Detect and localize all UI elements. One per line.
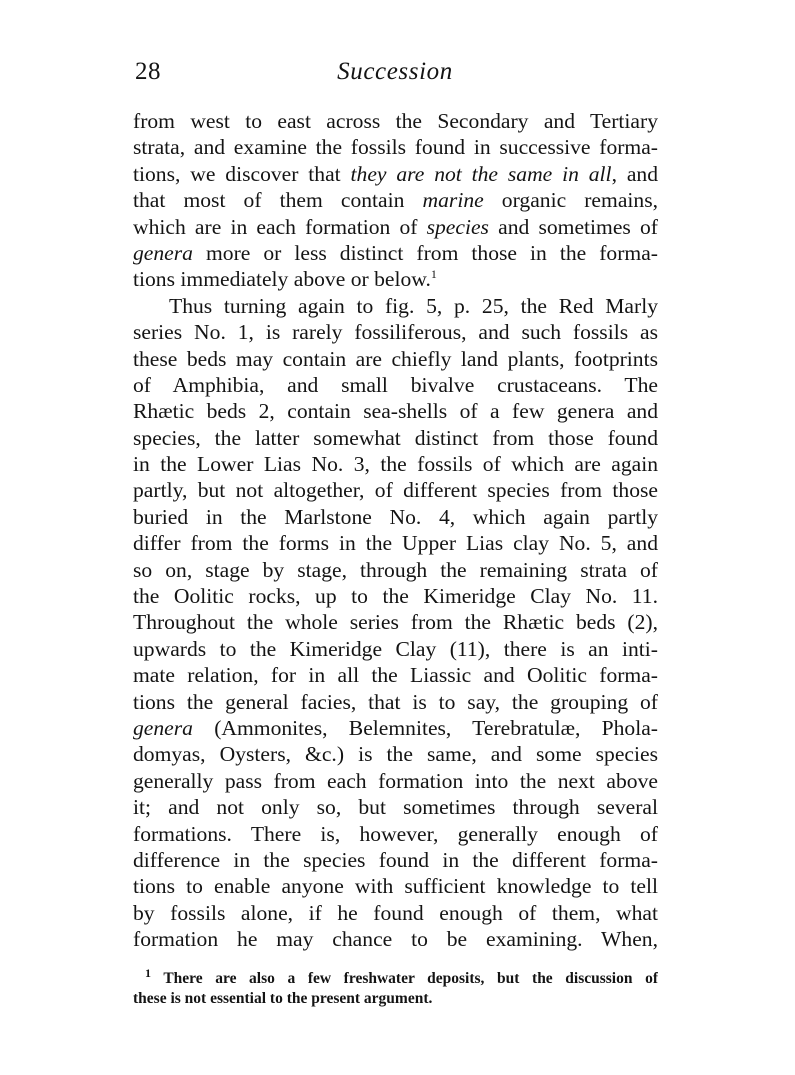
- text-line: [133, 821, 658, 847]
- text-run: There are also a few freshwater deposits, but the discussion of: [151, 970, 658, 987]
- text-run: more or less distinct from those in the forma-: [192, 240, 658, 265]
- text-line: [133, 477, 658, 503]
- footnote-line: [133, 969, 658, 989]
- italic-text: genera: [133, 240, 193, 265]
- text-line: [133, 794, 658, 820]
- text-line: [133, 926, 658, 952]
- page-number: 28: [135, 58, 161, 85]
- footnotes: [133, 969, 658, 1008]
- running-head: Succession: [337, 58, 453, 85]
- text-run: formation he may chance to be examining. When,: [133, 927, 658, 952]
- text-line: [133, 134, 658, 160]
- text-run: the Oolitic rocks, up to the Kimeridge Clay No. 11.: [133, 584, 658, 609]
- footnote-marker: 1: [145, 969, 151, 980]
- text-line: [133, 266, 658, 292]
- text-line: [133, 636, 658, 662]
- text-line: [133, 847, 658, 873]
- text-line: [133, 319, 658, 345]
- text-run: domyas, Oysters, &c.) is the same, and some species: [133, 742, 658, 767]
- text-run: of Amphibia, and small bivalve crustaceans. The: [133, 372, 658, 397]
- text-run: generally pass from each formation into the next above: [133, 768, 658, 793]
- body-text: [133, 108, 658, 953]
- text-run: and sometimes of: [488, 214, 658, 239]
- text-run: species, the latter somewhat distinct from those found: [133, 425, 658, 450]
- text-run: mate relation, for in all the Liassic and Oolitic forma-: [133, 663, 658, 688]
- text-line: [133, 372, 658, 398]
- text-line: [133, 108, 658, 134]
- text-line: [133, 662, 658, 688]
- text-line: [133, 214, 658, 240]
- text-run: Thus turning again to fig. 5, p. 25, the Red Marly: [169, 293, 658, 318]
- text-run: partly, but not altogether, of different species from those: [133, 478, 658, 503]
- text-run: which are in each formation of: [133, 214, 427, 239]
- footnote-line: [133, 989, 658, 1009]
- text-run: Rhætic beds 2, contain sea-shells of a few genera and: [133, 399, 658, 424]
- text-run: buried in the Marlstone No. 4, which again partly: [133, 504, 658, 529]
- text-line: [133, 557, 658, 583]
- text-run: strata, and examine the fossils found in successive forma-: [133, 135, 658, 160]
- page-header: [135, 58, 655, 92]
- text-line: [133, 293, 658, 319]
- italic-text: they are not the same in all: [350, 161, 612, 186]
- text-line: [133, 689, 658, 715]
- text-run: differ from the forms in the Upper Lias clay No. 5, and: [133, 531, 658, 556]
- text-line: [133, 346, 658, 372]
- text-line: [133, 873, 658, 899]
- footnote-marker: 1: [430, 267, 437, 282]
- text-line: [133, 530, 658, 556]
- text-run: tions immediately above or below.: [133, 267, 431, 292]
- text-line: [133, 425, 658, 451]
- italic-text: species: [426, 214, 489, 239]
- text-run: organic remains,: [483, 188, 658, 213]
- text-line: [133, 161, 658, 187]
- text-line: [133, 900, 658, 926]
- text-run: in the Lower Lias No. 3, the fossils of which are again: [133, 452, 658, 477]
- text-run: these beds may contain are chiefly land plants, footprints: [133, 346, 658, 371]
- italic-text: marine: [422, 188, 484, 213]
- text-line: [133, 398, 658, 424]
- text-run: tions, we discover that: [133, 161, 351, 186]
- text-line: [133, 715, 658, 741]
- text-run: Throughout the whole series from the Rhætic beds (2),: [133, 610, 658, 635]
- text-line: [133, 741, 658, 767]
- italic-text: genera: [133, 715, 193, 740]
- text-run: upwards to the Kimeridge Clay (11), there is an inti-: [133, 636, 658, 661]
- text-line: [133, 451, 658, 477]
- text-line: [133, 768, 658, 794]
- text-run: (Ammonites, Belemnites, Terebratulæ, Phola-: [192, 715, 658, 740]
- text-line: [133, 583, 658, 609]
- text-run: it; and not only so, but sometimes through several: [133, 795, 658, 820]
- text-run: by fossils alone, if he found enough of them, what: [133, 900, 658, 925]
- text-line: [133, 504, 658, 530]
- text-run: so on, stage by stage, through the remaining strata of: [133, 557, 658, 582]
- text-run: difference in the species found in the different forma-: [133, 847, 658, 872]
- text-run: these is not essential to the present argument.: [133, 989, 433, 1007]
- text-run: that most of them contain: [133, 188, 423, 213]
- text-line: [133, 187, 658, 213]
- text-run: tions the general facies, that is to say, the grouping of: [133, 689, 658, 714]
- text-run: tions to enable anyone with sufficient knowledge to tell: [133, 874, 658, 899]
- text-run: series No. 1, is rarely fossiliferous, and such fossils as: [133, 320, 658, 345]
- text-line: [133, 240, 658, 266]
- text-run: formations. There is, however, generally enough of: [133, 821, 658, 846]
- text-run: from west to east across the Secondary and Tertiary: [133, 109, 658, 133]
- text-line: [133, 609, 658, 635]
- text-run: , and: [611, 161, 658, 186]
